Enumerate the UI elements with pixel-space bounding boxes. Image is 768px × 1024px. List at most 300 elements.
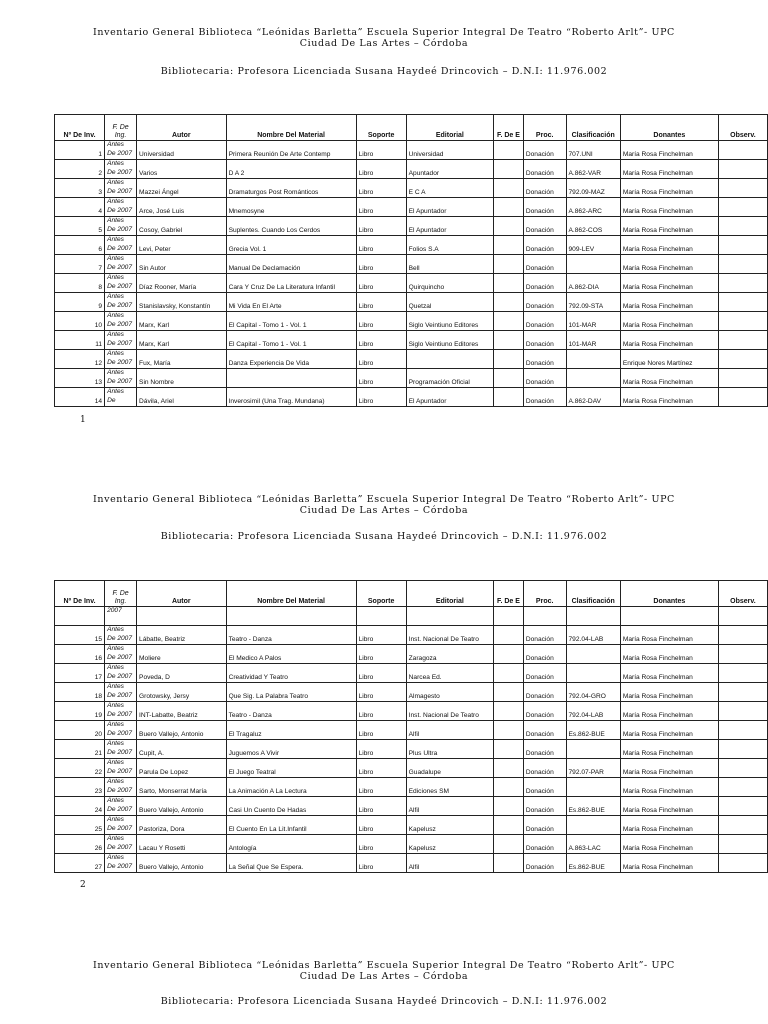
author: Levi, Peter <box>137 236 227 255</box>
notes <box>718 664 767 683</box>
notes <box>718 255 767 274</box>
inv-number: 4 <box>55 198 105 217</box>
notes <box>718 645 767 664</box>
origin: Donación <box>523 179 566 198</box>
donor: María Rosa Finchelman <box>620 141 718 160</box>
empty-cell <box>620 607 718 626</box>
author: Cupit, A. <box>137 740 227 759</box>
table-row <box>55 350 768 369</box>
format: Libro <box>356 778 406 797</box>
pub-date <box>494 626 524 645</box>
pub-date <box>494 369 524 388</box>
material-name <box>226 369 356 388</box>
table-row <box>55 388 768 407</box>
donor: María Rosa Finchelman <box>620 721 718 740</box>
donor: María Rosa Finchelman <box>620 797 718 816</box>
author: Poveda, D <box>137 664 227 683</box>
format: Libro <box>356 854 406 873</box>
pub-date <box>494 759 524 778</box>
format: Libro <box>356 217 406 236</box>
entry-date: Antes De 2007 <box>105 236 137 255</box>
publisher: Alfil <box>406 797 493 816</box>
author: Fux, María <box>137 350 227 369</box>
column-header: Clasificación <box>566 581 620 607</box>
origin: Donación <box>523 369 566 388</box>
empty-cell <box>226 607 356 626</box>
classification: Es.862-BUE <box>566 721 620 740</box>
entry-date: Antes De 2007 <box>105 369 137 388</box>
page-header-1 <box>0 27 768 49</box>
origin: Donación <box>523 141 566 160</box>
publisher: Almagesto <box>406 683 493 702</box>
author: Parula De Lopez <box>137 759 227 778</box>
classification: 792.09-MAZ <box>566 179 620 198</box>
format: Libro <box>356 369 406 388</box>
material-name: Manual De Declamación <box>226 255 356 274</box>
notes <box>718 702 767 721</box>
material-name: El Juego Teatral <box>226 759 356 778</box>
pub-date <box>494 702 524 721</box>
publisher: Zaragoza <box>406 645 493 664</box>
publisher: El Apuntador <box>406 198 493 217</box>
inv-number: 11 <box>55 331 105 350</box>
material-name: Creatividad Y Teatro <box>226 664 356 683</box>
pub-date <box>494 740 524 759</box>
classification: A.862-COS <box>566 217 620 236</box>
entry-date: Antes De 2007 <box>105 740 137 759</box>
inv-number: 24 <box>55 797 105 816</box>
format: Libro <box>356 350 406 369</box>
inv-number: 14 <box>55 388 105 407</box>
entry-date: Antes De 2007 <box>105 274 137 293</box>
classification: 909-LEV <box>566 236 620 255</box>
column-header: Soporte <box>356 115 406 141</box>
format: Libro <box>356 312 406 331</box>
table-header-row <box>55 581 768 607</box>
format: Libro <box>356 721 406 740</box>
notes <box>718 350 767 369</box>
entry-date: Antes De 2007 <box>105 293 137 312</box>
table-row <box>55 293 768 312</box>
header-title: Inventario General Biblioteca “Leónidas Barletta” Escuela Superior Integral De Teatro “Roberto Arlt”- UPC <box>93 27 675 38</box>
donor: María Rosa Finchelman <box>620 702 718 721</box>
pub-date <box>494 274 524 293</box>
classification <box>566 350 620 369</box>
origin: Donación <box>523 702 566 721</box>
column-header: Nº De Inv. <box>55 581 105 607</box>
column-header: Autor <box>137 581 227 607</box>
donor: María Rosa Finchelman <box>620 740 718 759</box>
donor: María Rosa Finchelman <box>620 293 718 312</box>
donor: María Rosa Finchelman <box>620 179 718 198</box>
notes <box>718 683 767 702</box>
entry-date: Antes De 2007 <box>105 683 137 702</box>
table-row <box>55 217 768 236</box>
column-header: F. De Ing. <box>105 581 137 607</box>
classification: A.863-LAC <box>566 835 620 854</box>
donor: María Rosa Finchelman <box>620 664 718 683</box>
classification: 101-MAR <box>566 331 620 350</box>
notes <box>718 854 767 873</box>
author: Mazzei Ángel <box>137 179 227 198</box>
format: Libro <box>356 293 406 312</box>
author: Dávila, Ariel <box>137 388 227 407</box>
author: Sin Autor <box>137 255 227 274</box>
publisher: Guadalupe <box>406 759 493 778</box>
author: Marx, Karl <box>137 312 227 331</box>
empty-cell <box>406 607 493 626</box>
publisher <box>406 350 493 369</box>
format: Libro <box>356 198 406 217</box>
table-row <box>55 274 768 293</box>
publisher: E C A <box>406 179 493 198</box>
pub-date <box>494 683 524 702</box>
pub-date <box>494 816 524 835</box>
column-header: Clasificación <box>566 115 620 141</box>
publisher: Narcea Ed. <box>406 664 493 683</box>
pub-date <box>494 664 524 683</box>
empty-cell <box>356 607 406 626</box>
empty-cell <box>523 607 566 626</box>
table-row <box>55 702 768 721</box>
classification <box>566 645 620 664</box>
format: Libro <box>356 797 406 816</box>
origin: Donación <box>523 350 566 369</box>
inv-number: 5 <box>55 217 105 236</box>
column-header: Nombre Del Material <box>226 115 356 141</box>
empty-cell <box>566 607 620 626</box>
empty-cell <box>494 607 524 626</box>
material-name: Inverosimil (Una Trag. Mundana) <box>226 388 356 407</box>
header-librarian: Bibliotecaria: Profesora Licenciada Susana Haydeé Drincovich – D.N.I: 11.976.002 <box>160 531 608 542</box>
entry-date: Antes De 2007 <box>105 778 137 797</box>
format: Libro <box>356 274 406 293</box>
format: Libro <box>356 626 406 645</box>
table-row-continuation <box>55 607 768 626</box>
publisher: Universidad <box>406 141 493 160</box>
origin: Donación <box>523 816 566 835</box>
origin: Donación <box>523 255 566 274</box>
table-row <box>55 626 768 645</box>
format: Libro <box>356 141 406 160</box>
origin: Donación <box>523 854 566 873</box>
format: Libro <box>356 236 406 255</box>
material-name: D A 2 <box>226 160 356 179</box>
table-row <box>55 331 768 350</box>
table-row <box>55 664 768 683</box>
format: Libro <box>356 835 406 854</box>
column-header: F. De E <box>494 581 524 607</box>
entry-date: Antes De 2007 <box>105 664 137 683</box>
entry-date: Antes De 2007 <box>105 759 137 778</box>
notes <box>718 331 767 350</box>
pub-date <box>494 293 524 312</box>
inv-number: 21 <box>55 740 105 759</box>
entry-date: Antes De 2007 <box>105 816 137 835</box>
table-row <box>55 645 768 664</box>
column-header: Observ. <box>718 115 767 141</box>
material-name: La Animación A La Lectura <box>226 778 356 797</box>
table-row <box>55 160 768 179</box>
author: Lacau Y Rosetti <box>137 835 227 854</box>
entry-date: Antes De 2007 <box>105 835 137 854</box>
entry-date: Antes De 2007 <box>105 626 137 645</box>
format: Libro <box>356 683 406 702</box>
author: Stanislavsky, Konstantín <box>137 293 227 312</box>
donor: María Rosa Finchelman <box>620 331 718 350</box>
author: Sarto, Monserrat María <box>137 778 227 797</box>
inv-number: 20 <box>55 721 105 740</box>
pub-date <box>494 141 524 160</box>
classification: Es.862-BUE <box>566 797 620 816</box>
material-name: Que Sig. La Palabra Teatro <box>226 683 356 702</box>
entry-date: Antes De 2007 <box>105 645 137 664</box>
origin: Donación <box>523 778 566 797</box>
donor: María Rosa Finchelman <box>620 645 718 664</box>
header-librarian: Bibliotecaria: Profesora Licenciada Susana Haydeé Drincovich – D.N.I: 11.976.002 <box>160 66 608 77</box>
format: Libro <box>356 331 406 350</box>
table-row <box>55 797 768 816</box>
classification: A.862-ARC <box>566 198 620 217</box>
inv-number: 22 <box>55 759 105 778</box>
author: Grotowsky, Jersy <box>137 683 227 702</box>
notes <box>718 835 767 854</box>
origin: Donación <box>523 312 566 331</box>
origin: Donación <box>523 217 566 236</box>
classification: 101-MAR <box>566 312 620 331</box>
material-name: La Señal Que Se Espera. <box>226 854 356 873</box>
classification <box>566 369 620 388</box>
origin: Donación <box>523 274 566 293</box>
publisher: Siglo Veintiuno Editores <box>406 312 493 331</box>
material-name: Juguemos A Vivir <box>226 740 356 759</box>
origin: Donación <box>523 835 566 854</box>
page-header-3 <box>0 960 768 982</box>
notes <box>718 236 767 255</box>
notes <box>718 179 767 198</box>
notes <box>718 797 767 816</box>
classification <box>566 255 620 274</box>
pub-date <box>494 778 524 797</box>
classification: 792.09-STA <box>566 293 620 312</box>
pub-date <box>494 179 524 198</box>
column-header: Nº De Inv. <box>55 115 105 141</box>
table-row <box>55 759 768 778</box>
author: Arce, José Luis <box>137 198 227 217</box>
publisher: Inst. Nacional De Teatro <box>406 702 493 721</box>
notes <box>718 759 767 778</box>
donor: María Rosa Finchelman <box>620 835 718 854</box>
inv-number: 3 <box>55 179 105 198</box>
donor: María Rosa Finchelman <box>620 198 718 217</box>
origin: Donación <box>523 160 566 179</box>
publisher: Folios S.A <box>406 236 493 255</box>
classification: 792.04-GRO <box>566 683 620 702</box>
header-title: Inventario General Biblioteca “Leónidas Barletta” Escuela Superior Integral De Teatro “Roberto Arlt”- UPC <box>93 494 675 505</box>
origin: Donación <box>523 683 566 702</box>
inv-number: 12 <box>55 350 105 369</box>
column-header: Soporte <box>356 581 406 607</box>
origin: Donación <box>523 236 566 255</box>
inv-number: 25 <box>55 816 105 835</box>
entry-date: Antes De <box>105 388 137 407</box>
pub-date <box>494 217 524 236</box>
format: Libro <box>356 160 406 179</box>
donor: María Rosa Finchelman <box>620 816 718 835</box>
origin: Donación <box>523 331 566 350</box>
header-city: Ciudad De Las Artes – Córdoba <box>299 38 469 49</box>
origin: Donación <box>523 721 566 740</box>
origin: Donación <box>523 388 566 407</box>
pub-date <box>494 331 524 350</box>
material-name: Suplentes. Cuando Los Cerdos <box>226 217 356 236</box>
column-header: Proc. <box>523 115 566 141</box>
donor: María Rosa Finchelman <box>620 778 718 797</box>
inv-number: 6 <box>55 236 105 255</box>
donor: María Rosa Finchelman <box>620 160 718 179</box>
pub-date <box>494 797 524 816</box>
pub-date <box>494 388 524 407</box>
table-row <box>55 179 768 198</box>
pub-date <box>494 236 524 255</box>
donor: María Rosa Finchelman <box>620 854 718 873</box>
table-row <box>55 198 768 217</box>
notes <box>718 160 767 179</box>
table-row <box>55 854 768 873</box>
publisher: Plus Ultra <box>406 740 493 759</box>
inv-number: 13 <box>55 369 105 388</box>
classification: A.862-VAR <box>566 160 620 179</box>
author: Sin Nombre <box>137 369 227 388</box>
publisher: Ediciones SM <box>406 778 493 797</box>
column-header: Observ. <box>718 581 767 607</box>
notes <box>718 141 767 160</box>
publisher: Apuntador <box>406 160 493 179</box>
donor: Enrique Nores Martínez <box>620 350 718 369</box>
format: Libro <box>356 702 406 721</box>
publisher: El Apuntador <box>406 217 493 236</box>
material-name: Grecia Vol. 1 <box>226 236 356 255</box>
format: Libro <box>356 816 406 835</box>
classification <box>566 816 620 835</box>
header-city: Ciudad De Las Artes – Córdoba <box>299 971 469 982</box>
classification <box>566 778 620 797</box>
publisher: Alfil <box>406 721 493 740</box>
table-row <box>55 816 768 835</box>
classification: 792.04-LAB <box>566 702 620 721</box>
material-name: Mnemosyne <box>226 198 356 217</box>
inv-number: 23 <box>55 778 105 797</box>
column-header: F. De E <box>494 115 524 141</box>
donor: María Rosa Finchelman <box>620 274 718 293</box>
inv-number: 15 <box>55 626 105 645</box>
inv-number: 17 <box>55 664 105 683</box>
pub-date <box>494 312 524 331</box>
classification <box>566 740 620 759</box>
table-header-row <box>55 115 768 141</box>
donor: María Rosa Finchelman <box>620 217 718 236</box>
pub-date <box>494 854 524 873</box>
author: Buero Vallejo, Antonio <box>137 797 227 816</box>
material-name: Cara Y Cruz De La Literatura Infantil <box>226 274 356 293</box>
origin: Donación <box>523 198 566 217</box>
page-number: 2 <box>80 880 86 890</box>
format: Libro <box>356 179 406 198</box>
notes <box>718 778 767 797</box>
inv-number: 19 <box>55 702 105 721</box>
entry-date: Antes De 2007 <box>105 350 137 369</box>
entry-date: Antes De 2007 <box>105 331 137 350</box>
notes <box>718 740 767 759</box>
table-row <box>55 683 768 702</box>
table-row <box>55 835 768 854</box>
format: Libro <box>356 255 406 274</box>
classification <box>566 664 620 683</box>
table-row <box>55 369 768 388</box>
author: Díaz Rooner, María <box>137 274 227 293</box>
material-name: Teatro - Danza <box>226 702 356 721</box>
table-row <box>55 778 768 797</box>
inv-number: 18 <box>55 683 105 702</box>
material-name: Primera Reunión De Arte Contemp <box>226 141 356 160</box>
donor: María Rosa Finchelman <box>620 236 718 255</box>
donor: María Rosa Finchelman <box>620 626 718 645</box>
format: Libro <box>356 664 406 683</box>
table-row <box>55 721 768 740</box>
author: Marx, Karl <box>137 331 227 350</box>
material-name: Danza Experiencia De Vida <box>226 350 356 369</box>
inv-number: 8 <box>55 274 105 293</box>
publisher: Alfil <box>406 854 493 873</box>
format: Libro <box>356 645 406 664</box>
classification: 707.UNI <box>566 141 620 160</box>
inventory-table-2 <box>54 580 768 873</box>
author: Universidad <box>137 141 227 160</box>
inv-number: 10 <box>55 312 105 331</box>
material-name: El Capital - Tomo 1 - Vol. 1 <box>226 312 356 331</box>
empty-cell <box>55 607 105 626</box>
origin: Donación <box>523 797 566 816</box>
material-name: El Tragaluz <box>226 721 356 740</box>
inv-number: 16 <box>55 645 105 664</box>
header-librarian: Bibliotecaria: Profesora Licenciada Susana Haydeé Drincovich – D.N.I: 11.976.002 <box>160 996 608 1007</box>
table-row <box>55 141 768 160</box>
material-name: El Cuento En La Lit.Infantil <box>226 816 356 835</box>
table-row <box>55 312 768 331</box>
publisher: Siglo Veintiuno Editores <box>406 331 493 350</box>
classification: Es.862-BUE <box>566 854 620 873</box>
publisher: Bell <box>406 255 493 274</box>
notes <box>718 816 767 835</box>
page-number: 1 <box>80 415 86 425</box>
origin: Donación <box>523 759 566 778</box>
origin: Donación <box>523 664 566 683</box>
origin: Donación <box>523 626 566 645</box>
column-header: Nombre Del Material <box>226 581 356 607</box>
donor: María Rosa Finchelman <box>620 683 718 702</box>
publisher: Kapelusz <box>406 835 493 854</box>
table-row <box>55 740 768 759</box>
notes <box>718 721 767 740</box>
empty-cell <box>137 607 227 626</box>
notes <box>718 626 767 645</box>
column-header: Donantes <box>620 115 718 141</box>
material-name: Casi Un Cuento De Hadas <box>226 797 356 816</box>
entry-date: Antes De 2007 <box>105 217 137 236</box>
inv-number: 2 <box>55 160 105 179</box>
table-row <box>55 255 768 274</box>
inv-number: 1 <box>55 141 105 160</box>
